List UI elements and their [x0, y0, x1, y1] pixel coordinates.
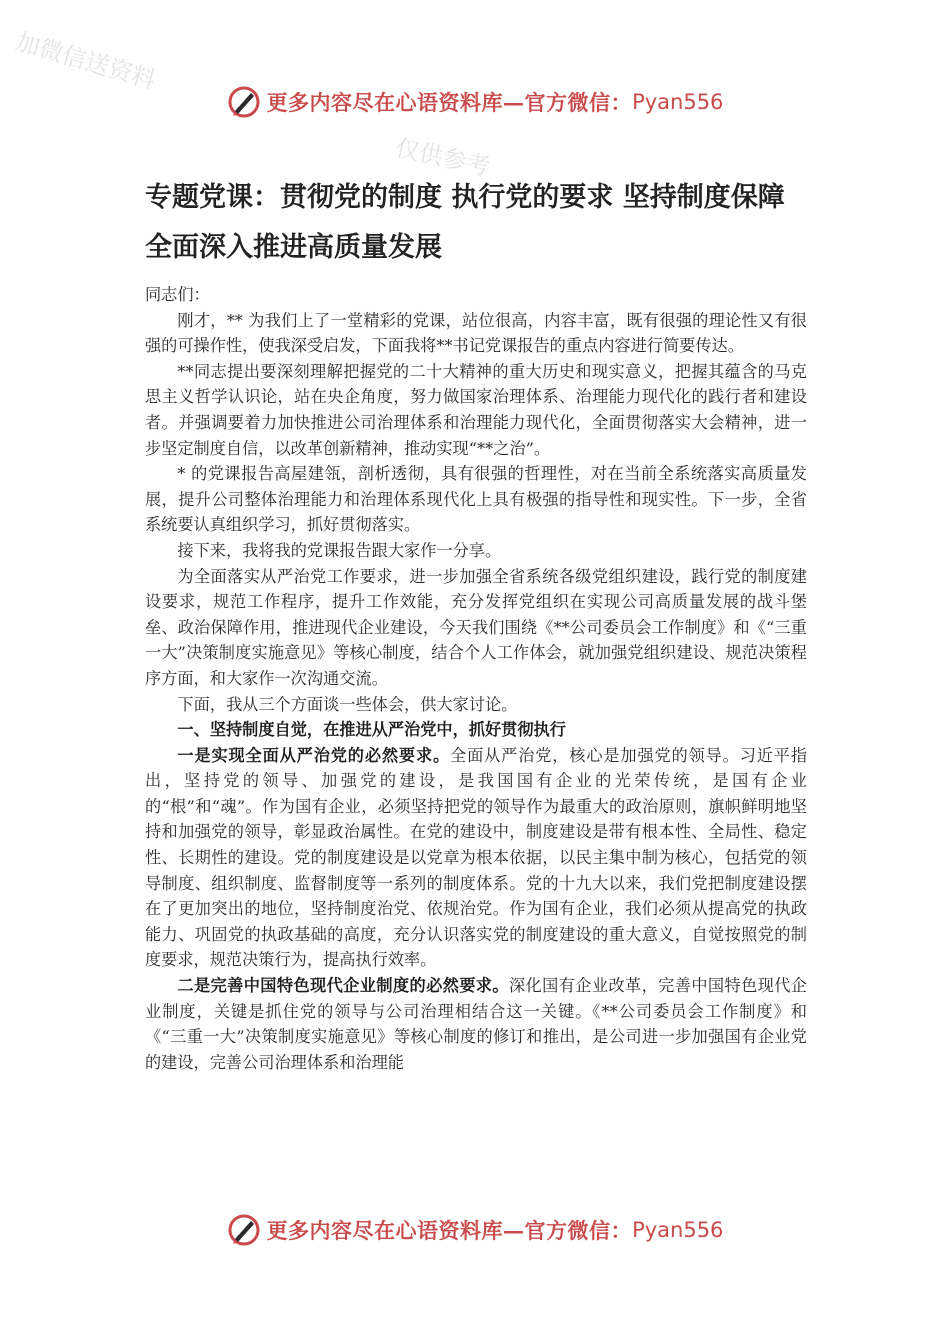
paragraph-3: * 的党课报告高屋建瓴，剖析透彻，具有很强的哲理性，对在当前全系统落实高质量发展，提升公司整体治理能力和治理体系现代化上具有极强的指导性和现实性。下一步，全省系统要认真组织学习，抓好贯彻落实。: [145, 464, 807, 535]
pen-circle-logo-icon: [227, 85, 261, 119]
footer-banner-wechat-id: Pyan556: [632, 1218, 724, 1242]
paragraph-2: **同志提出要深刻理解把握党的二十大精神的重大历史和现实意义，把握其蕴含的马克思主义哲学认识论，站在央企角度，努力做国家治理体系、治理能力现代化的践行者和建设者。并强调要着力加快推进公司治理体系和治理能力现代化，全面贯彻落实大会精神，进一步坚定制度自信，以改革创新精神，推动实现“**之治”。: [145, 361, 807, 458]
watermark-text-1: 加微信送资料: [12, 27, 159, 95]
paragraph-4: 接下来，我将我的党课报告跟大家作一分享。: [177, 540, 502, 560]
watermark-text-2: 仅供参考: [392, 133, 493, 182]
banner-wechat-id: Pyan556: [632, 90, 724, 114]
point-1-lead: 一是实现全面从严治党的必然要求。: [177, 745, 451, 765]
footer-banner-text: 更多内容尽在心语资料库—官方微信：: [266, 1218, 633, 1243]
paragraph-5: 为全面落实从严治党工作要求，进一步加强全省系统各级党组织建设，践行党的制度建设要求，规范工作程序，提升工作效能，充分发挥党组织在实现公司高质量发展的战斗堡垒、政治保障作用，推进现代企业建设，今天我们围绕《**公司委员会工作制度》和《“三重一大”决策制度实施意见》等核心制度，结合个人工作体会，就加强党组织建设、规范决策程序方面，和大家作一次沟通交流。: [145, 566, 807, 688]
banner-text: 更多内容尽在心语资料库—官方微信：: [266, 90, 633, 115]
footer-banner: [0, 1210, 950, 1250]
point-1-paragraph: [145, 743, 807, 973]
point-1-text: 全面从严治党，核心是加强党的领导。习近平指出，坚持党的领导、加强党的建设，是我国国有企业的光荣传统，是国有企业的“根”和“魂”。作为国有企业，必须坚持把党的领导作为最重大的政治原则，旗帜鲜明地坚持和加强党的领导，彰显政治属性。在党的建设中，制度建设是带有根本性、全局性、稳定性、长期性的建设。党的制度建设是以党章为根本依据，以民主集中制为核心，包括党的领导制度、组织制度、监督制度等一系列的制度体系。党的十九大以来，我们党把制度建设摆在了更加突出的地位，坚持制度治党、依规治党。作为国有企业，我们必须从提高党的执政能力、巩固党的执政基础的高度，充分认识落实党的制度建设的重大意义，自觉按照党的制度要求，规范决策行为，提高执行效率。: [145, 745, 808, 970]
point-2-lead: 二是完善中国特色现代企业制度的必然要求。: [177, 976, 509, 996]
paragraph-1: 刚才，** 为我们上了一堂精彩的党课，站位很高，内容丰富，既有很强的理论性又有很强的可操作性，使我深受启发，下面我将**书记党课报告的重点内容进行简要传达。: [145, 310, 807, 356]
salutation: 同志们：: [145, 285, 210, 304]
point-2-paragraph: [145, 973, 807, 1075]
section-heading-1: 一、坚持制度自觉，在推进从严治党中，抓好贯彻执行: [177, 720, 566, 740]
document-title: 专题党课：贯彻党的制度 执行党的要求 坚持制度保障 全面深入推进高质量发展: [145, 182, 785, 263]
pen-circle-logo-icon: [227, 1213, 261, 1247]
point-2-text: 深化国有企业改革，完善中国特色现代企业制度，关键是抓住党的领导与公司治理相结合这一关键。《**公司委员会工作制度》和《“三重一大”决策制度实施意见》等核心制度的修订和推出，是公司进一步加强国有企业党的建设，完善公司治理体系和治理能: [145, 976, 807, 1072]
header-banner: [0, 82, 950, 122]
paragraph-6: 下面，我从三个方面谈一些体会，供大家讨论。: [177, 694, 518, 714]
document-body: [145, 282, 807, 1075]
